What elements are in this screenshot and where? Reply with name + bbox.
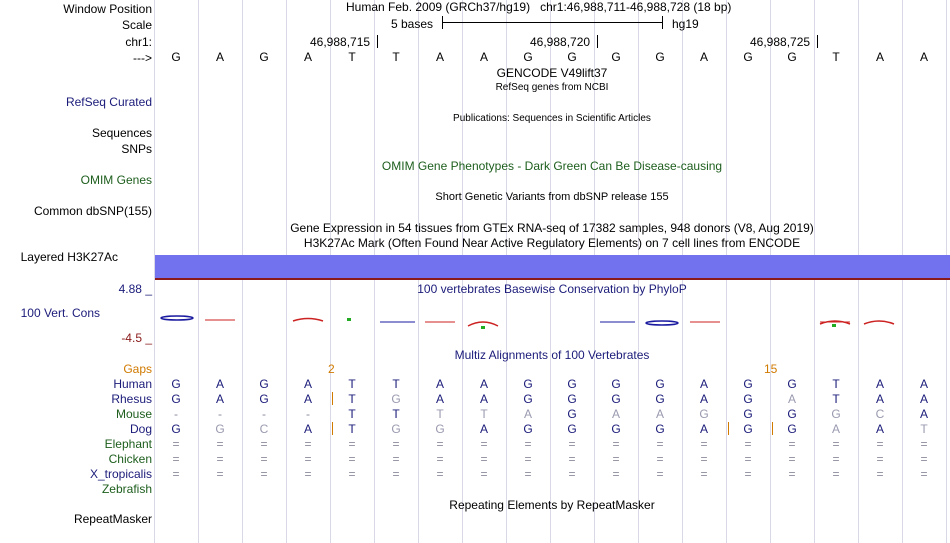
alignment-base-dog: G <box>611 422 621 436</box>
alignment-base-chicken: = <box>304 452 312 466</box>
alignment-base-x-tropicalis: = <box>568 467 576 481</box>
alignment-base-x-tropicalis: = <box>788 467 796 481</box>
reference-base: A <box>919 50 928 64</box>
alignment-base-mouse: T <box>480 407 488 421</box>
alignment-base-mouse: - <box>174 407 178 421</box>
alignment-base-x-tropicalis: = <box>392 467 400 481</box>
alignment-base-elephant: = <box>392 437 400 451</box>
alignment-base-chicken: = <box>172 452 180 466</box>
alignment-base-chicken: = <box>700 452 708 466</box>
phylop-max-label: 4.88 _ <box>118 282 152 296</box>
track-image-area[interactable] <box>155 0 950 543</box>
track-caption-multiz[interactable]: Multiz Alignments of 100 Vertebrates <box>454 348 650 362</box>
phylop-positive-features <box>161 316 894 329</box>
alignment-base-dog: G <box>743 422 753 436</box>
alignment-base-elephant: = <box>524 437 532 451</box>
alignment-base-mouse: T <box>392 407 400 421</box>
insertion-marker <box>772 422 773 435</box>
insertion-marker <box>332 392 333 405</box>
track-caption-refseq[interactable]: RefSeq genes from NCBI <box>495 82 609 93</box>
alignment-base-elephant: = <box>788 437 796 451</box>
alignment-base-dog: A <box>303 422 312 436</box>
reference-base: T <box>832 50 840 64</box>
reference-base: T <box>392 50 400 64</box>
alignment-base-chicken: = <box>260 452 268 466</box>
track-label-dbsnp[interactable]: Common dbSNP(155) <box>33 204 152 218</box>
reference-base: G <box>611 50 621 64</box>
reference-base: A <box>435 50 444 64</box>
alignment-base-elephant: = <box>700 437 708 451</box>
alignment-base-human: A <box>699 377 708 391</box>
alignment-base-x-tropicalis: = <box>304 467 312 481</box>
alignment-base-elephant: = <box>216 437 224 451</box>
reference-base: G <box>743 50 753 64</box>
alignment-base-dog: G <box>215 422 225 436</box>
alignment-base-mouse: C <box>875 407 885 421</box>
chr-label: chr1: <box>125 35 152 49</box>
track-label-h3k27ac[interactable]: Layered H3K27Ac <box>20 250 118 264</box>
alignment-base-chicken: = <box>348 452 356 466</box>
alignment-base-elephant: = <box>480 437 488 451</box>
alignment-base-dog: G <box>655 422 665 436</box>
strand-arrow-label: ---> <box>133 51 152 65</box>
track-caption-omim[interactable]: OMIM Gene Phenotypes - Dark Green Can Be Disease-causing <box>381 159 723 173</box>
alignment-base-chicken: = <box>744 452 752 466</box>
h3k27ac-baseline <box>155 278 950 280</box>
insertion-marker <box>332 422 333 435</box>
track-caption-gtex[interactable]: Gene Expression in 54 tissues from GTEx RNA-seq of 17382 samples, 948 donors (V8, Aug 2019) <box>290 221 814 235</box>
alignment-base-mouse: A <box>919 407 928 421</box>
alignment-base-rhesus: A <box>699 392 708 406</box>
track-label-repeatmasker[interactable]: RepeatMasker <box>73 512 152 526</box>
alignment-base-rhesus: A <box>479 392 488 406</box>
alignment-base-human: A <box>479 377 488 391</box>
alignment-base-mouse: G <box>567 407 577 421</box>
alignment-base-elephant: = <box>920 437 928 451</box>
species-label-chicken: Chicken <box>108 452 152 466</box>
alignment-base-elephant: = <box>656 437 664 451</box>
alignment-base-human: G <box>567 377 577 391</box>
coord-tick-label: 46,988,725 <box>750 35 811 49</box>
alignment-base-elephant: = <box>744 437 752 451</box>
alignment-base-x-tropicalis: = <box>920 467 928 481</box>
alignment-base-dog: T <box>920 422 928 436</box>
alignment-base-x-tropicalis: = <box>348 467 356 481</box>
reference-base: G <box>259 50 269 64</box>
alignment-base-human: A <box>215 377 224 391</box>
coord-tick-mark <box>597 35 598 48</box>
alignment-base-chicken: = <box>480 452 488 466</box>
alignment-base-mouse: G <box>699 407 709 421</box>
alignment-base-human: T <box>832 377 840 391</box>
reference-base: G <box>523 50 533 64</box>
alignment-base-elephant: = <box>876 437 884 451</box>
reference-base: A <box>699 50 708 64</box>
alignment-base-chicken: = <box>216 452 224 466</box>
alignment-base-elephant: = <box>172 437 180 451</box>
h3k27ac-signal-bar[interactable] <box>155 255 950 279</box>
alignment-base-dog: A <box>875 422 884 436</box>
alignment-base-rhesus: T <box>348 392 356 406</box>
species-label-elephant: Elephant <box>104 437 152 451</box>
track-label-sequences[interactable]: Sequences <box>91 126 152 140</box>
alignment-base-x-tropicalis: = <box>744 467 752 481</box>
alignment-base-elephant: = <box>612 437 620 451</box>
alignment-base-chicken: = <box>612 452 620 466</box>
alignment-base-human: A <box>303 377 312 391</box>
species-label-rhesus: Rhesus <box>111 392 152 406</box>
alignment-base-mouse: T <box>436 407 444 421</box>
alignment-base-chicken: = <box>788 452 796 466</box>
species-label-human: Human <box>113 377 152 391</box>
scale-bar-db: hg19 <box>672 17 699 31</box>
alignment-base-chicken: = <box>524 452 532 466</box>
track-label-vert-cons[interactable]: 100 Vert. Cons <box>20 306 100 320</box>
coord-tick-label: 46,988,715 <box>310 35 371 49</box>
alignment-base-mouse: G <box>787 407 797 421</box>
alignment-base-mouse: G <box>743 407 753 421</box>
insertion-marker <box>728 422 729 435</box>
reference-base: A <box>875 50 884 64</box>
alignment-base-dog: A <box>699 422 708 436</box>
assembly-title: Human Feb. 2009 (GRCh37/hg19) chr1:46,988,711-46,988,728 (18 bp) <box>346 0 732 14</box>
alignment-base-chicken: = <box>436 452 444 466</box>
alignment-base-elephant: = <box>260 437 268 451</box>
scale-bar-right-tick <box>662 16 663 29</box>
coord-tick-label: 46,988,720 <box>530 35 591 49</box>
alignment-base-x-tropicalis: = <box>612 467 620 481</box>
alignment-base-human: A <box>875 377 884 391</box>
alignment-base-dog: G <box>567 422 577 436</box>
window-position-label: Window Position <box>63 2 152 16</box>
alignment-base-mouse: - <box>218 407 222 421</box>
track-label-omim[interactable]: OMIM Genes <box>80 173 152 187</box>
track-caption-dbsnp[interactable]: Short Genetic Variants from dbSNP release 155 <box>435 191 669 203</box>
alignment-base-chicken: = <box>656 452 664 466</box>
reference-base: A <box>479 50 488 64</box>
alignment-base-rhesus: A <box>787 392 796 406</box>
alignment-base-rhesus: A <box>303 392 312 406</box>
alignment-base-chicken: = <box>568 452 576 466</box>
alignment-base-human: A <box>435 377 444 391</box>
alignment-base-chicken: = <box>920 452 928 466</box>
alignment-base-x-tropicalis: = <box>172 467 180 481</box>
alignment-base-x-tropicalis: = <box>700 467 708 481</box>
alignment-base-dog: C <box>259 422 269 436</box>
alignment-base-x-tropicalis: = <box>832 467 840 481</box>
alignment-base-dog: G <box>391 422 401 436</box>
alignment-base-mouse: - <box>306 407 310 421</box>
alignment-base-rhesus: A <box>215 392 224 406</box>
track-caption-phylop[interactable]: 100 vertebrates Basewise Conservation by PhyloP <box>417 282 687 296</box>
alignment-base-elephant: = <box>436 437 444 451</box>
alignment-base-chicken: = <box>832 452 840 466</box>
alignment-base-dog: A <box>831 422 840 436</box>
track-label-gaps: Gaps <box>123 362 152 376</box>
track-label-snps[interactable]: SNPs <box>121 142 152 156</box>
gap-count-15: 15 <box>764 362 778 376</box>
phylop-min-label: -4.5 _ <box>121 331 152 345</box>
species-label-dog: Dog <box>129 422 152 436</box>
reference-base: G <box>171 50 181 64</box>
alignment-base-rhesus: A <box>919 392 928 406</box>
scale-label: Scale <box>121 18 152 32</box>
alignment-base-dog: T <box>348 422 356 436</box>
reference-base: G <box>787 50 797 64</box>
track-label-column <box>0 0 154 543</box>
alignment-base-mouse: - <box>262 407 266 421</box>
alignment-base-x-tropicalis: = <box>524 467 532 481</box>
alignment-base-rhesus: T <box>832 392 840 406</box>
track-caption-h3k27ac[interactable]: H3K27Ac Mark (Often Found Near Active Regulatory Elements) on 7 cell lines from ENCODE <box>303 236 801 250</box>
alignment-base-elephant: = <box>304 437 312 451</box>
alignment-base-human: G <box>787 377 797 391</box>
alignment-base-x-tropicalis: = <box>656 467 664 481</box>
alignment-base-mouse: A <box>611 407 620 421</box>
alignment-base-rhesus: G <box>259 392 269 406</box>
alignment-base-rhesus: A <box>435 392 444 406</box>
alignment-base-human: G <box>523 377 533 391</box>
alignment-base-dog: G <box>435 422 445 436</box>
alignment-base-human: G <box>171 377 181 391</box>
track-label-refseq[interactable]: RefSeq Curated <box>65 95 152 109</box>
alignment-base-mouse: G <box>831 407 841 421</box>
alignment-base-elephant: = <box>568 437 576 451</box>
alignment-base-human: T <box>348 377 356 391</box>
alignment-base-dog: A <box>479 422 488 436</box>
species-label-x-tropicalis: X_tropicalis <box>89 467 152 481</box>
alignment-base-mouse: T <box>348 407 356 421</box>
alignment-base-dog: G <box>171 422 181 436</box>
alignment-base-human: A <box>919 377 928 391</box>
alignment-base-rhesus: G <box>567 392 577 406</box>
alignment-base-human: T <box>392 377 400 391</box>
alignment-base-rhesus: G <box>523 392 533 406</box>
scale-bar-label: 5 bases <box>391 17 434 31</box>
alignment-base-human: G <box>655 377 665 391</box>
alignment-base-human: G <box>743 377 753 391</box>
alignment-base-human: G <box>259 377 269 391</box>
track-caption-publications[interactable]: Publications: Sequences in Scientific Articles <box>453 113 651 124</box>
alignment-base-chicken: = <box>392 452 400 466</box>
alignment-base-x-tropicalis: = <box>480 467 488 481</box>
gap-count-2: 2 <box>328 362 335 376</box>
alignment-base-x-tropicalis: = <box>216 467 224 481</box>
alignment-base-chicken: = <box>876 452 884 466</box>
alignment-base-rhesus: G <box>743 392 753 406</box>
reference-base: T <box>348 50 356 64</box>
alignment-base-dog: G <box>523 422 533 436</box>
track-caption-repeatmasker[interactable]: Repeating Elements by RepeatMasker <box>449 498 655 512</box>
species-label-mouse: Mouse <box>115 407 152 421</box>
alignment-base-elephant: = <box>348 437 356 451</box>
reference-base: A <box>303 50 312 64</box>
track-caption-gencode[interactable]: GENCODE V49lift37 <box>496 66 608 80</box>
reference-base: A <box>215 50 224 64</box>
alignment-base-rhesus: G <box>611 392 621 406</box>
reference-base: G <box>655 50 665 64</box>
alignment-base-x-tropicalis: = <box>876 467 884 481</box>
coord-tick-mark <box>377 35 378 48</box>
alignment-base-rhesus: A <box>875 392 884 406</box>
alignment-base-mouse: A <box>655 407 664 421</box>
alignment-base-human: G <box>611 377 621 391</box>
scale-bar-line <box>442 22 662 23</box>
alignment-base-rhesus: G <box>171 392 181 406</box>
phylop-wiggle <box>155 300 950 340</box>
alignment-base-x-tropicalis: = <box>260 467 268 481</box>
alignment-base-rhesus: G <box>391 392 401 406</box>
species-label-zebrafish: Zebrafish <box>101 482 152 496</box>
alignment-base-rhesus: G <box>655 392 665 406</box>
reference-base: G <box>567 50 577 64</box>
alignment-base-mouse: A <box>523 407 532 421</box>
alignment-base-elephant: = <box>832 437 840 451</box>
alignment-base-x-tropicalis: = <box>436 467 444 481</box>
alignment-base-dog: G <box>787 422 797 436</box>
coord-tick-mark <box>817 35 818 48</box>
